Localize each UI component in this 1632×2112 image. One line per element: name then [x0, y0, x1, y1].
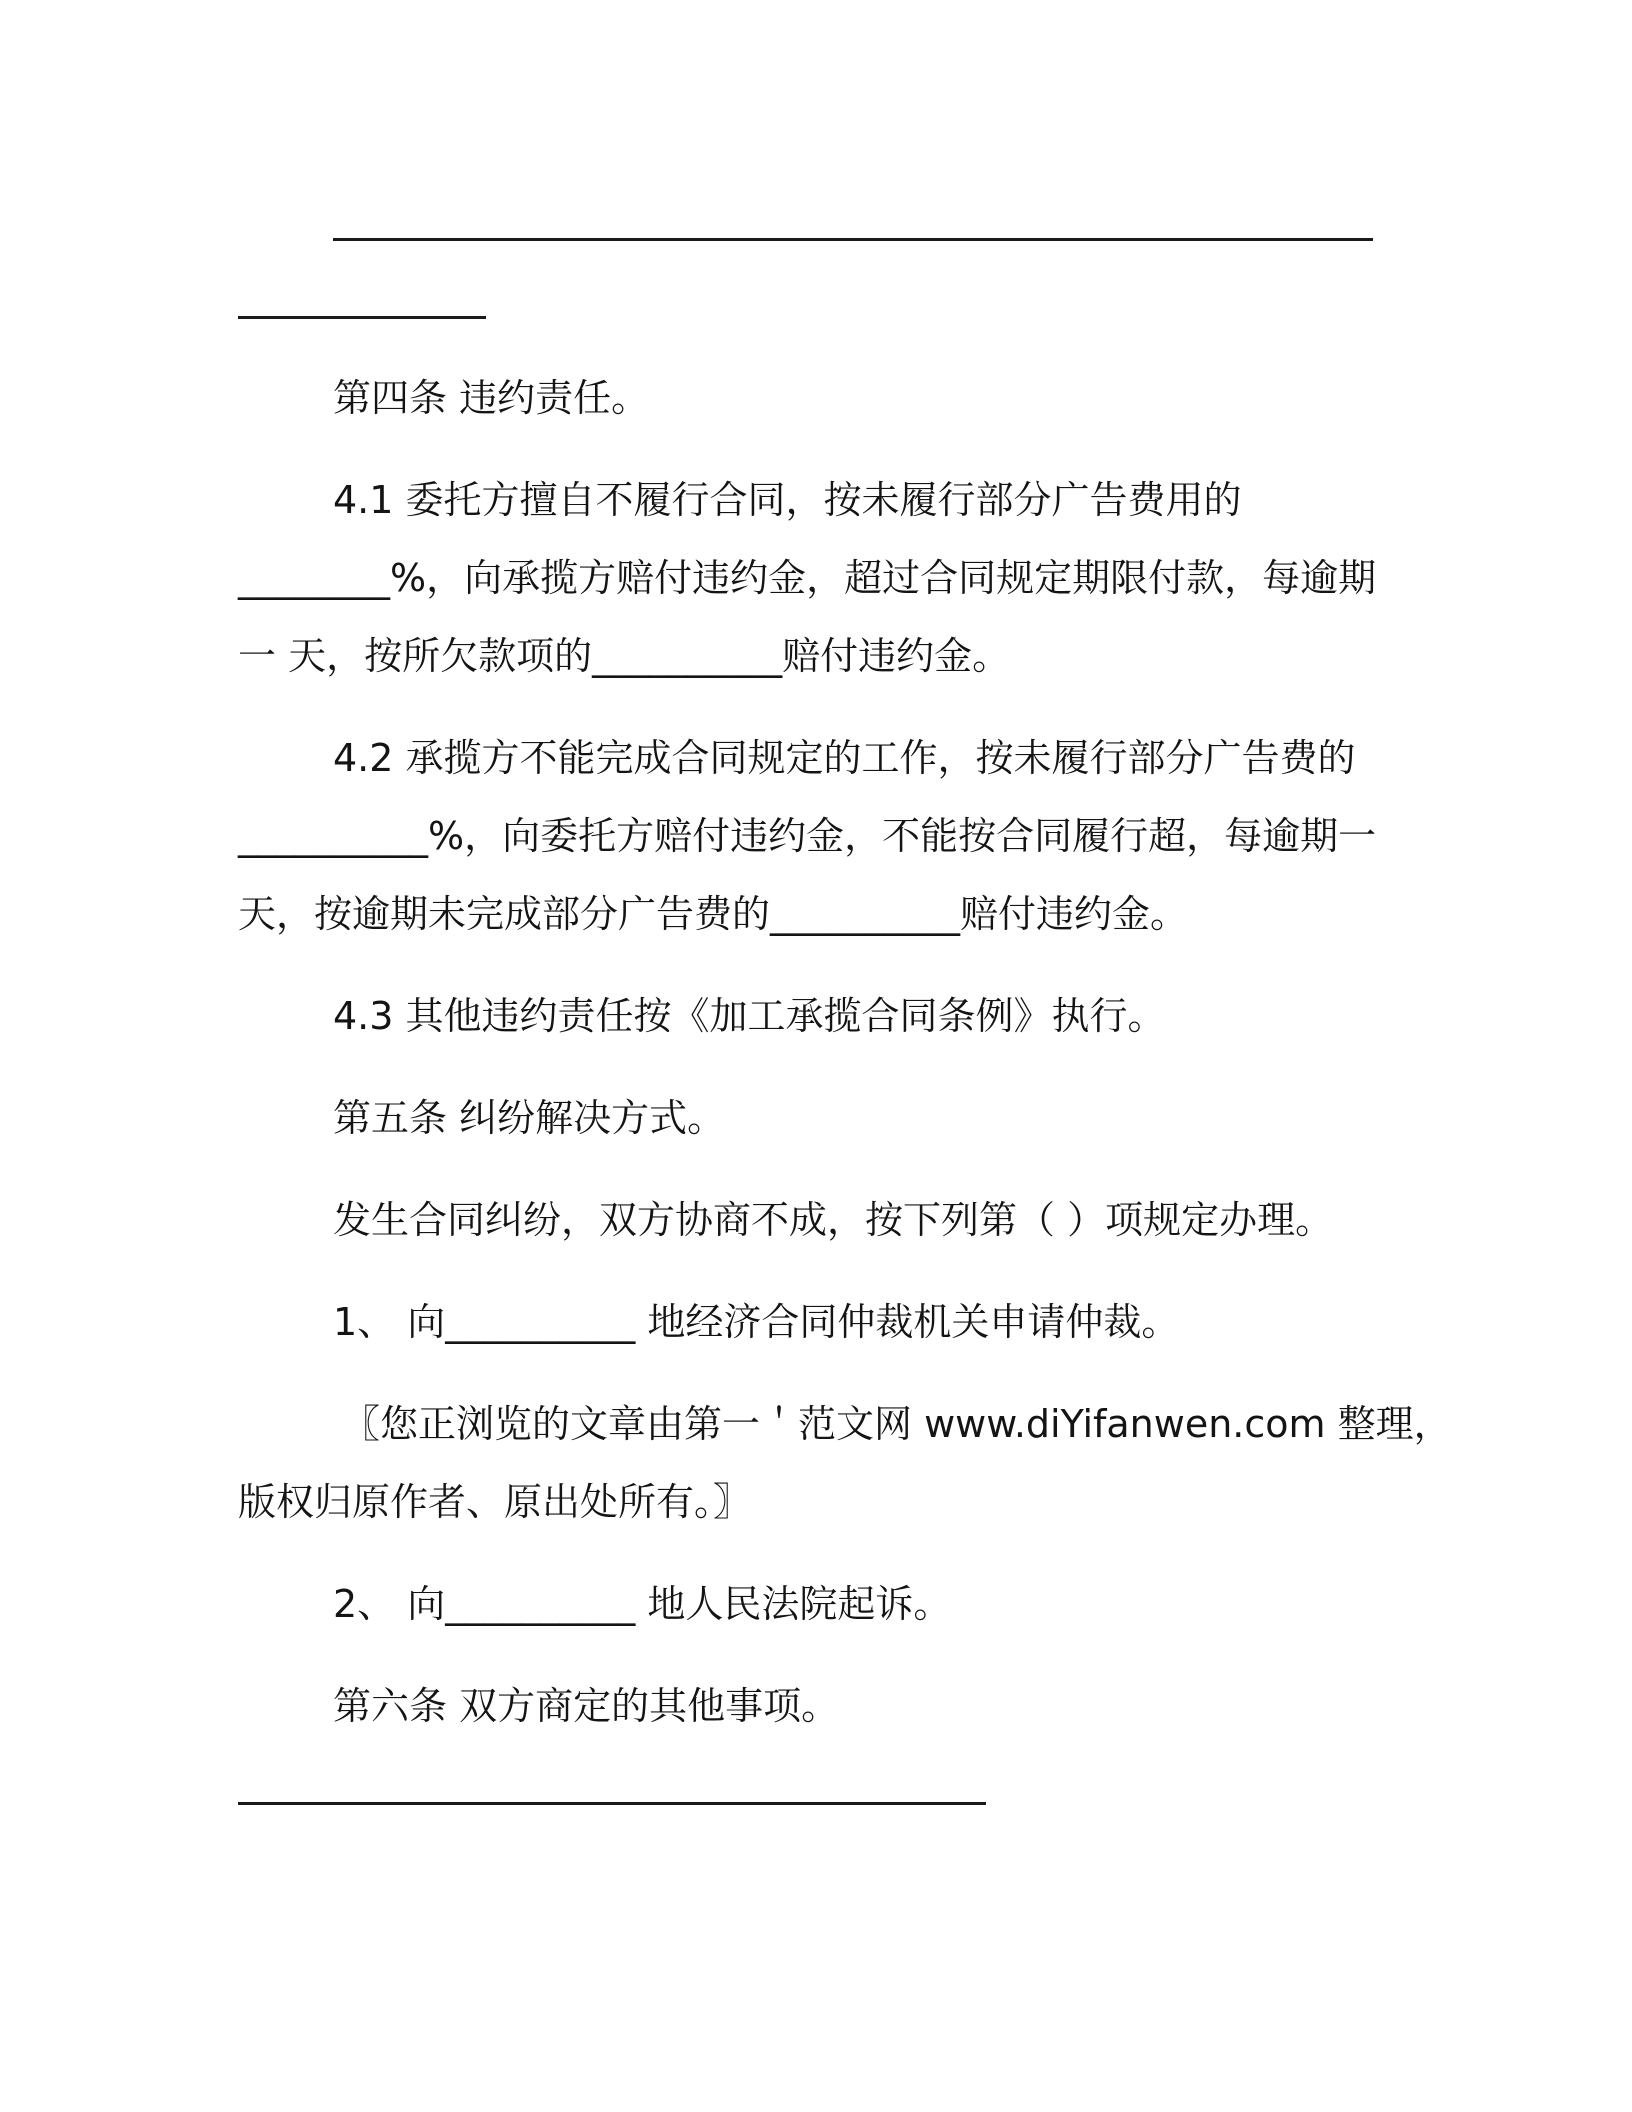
blank-line-bottom	[238, 1802, 986, 1805]
dispute-intro: 发生合同纠纷，双方协商不成，按下列第（ ）项规定办理。	[333, 1198, 1334, 1242]
article-6-heading: 第六条 双方商定的其他事项。	[333, 1684, 840, 1728]
article-5-heading: 第五条 纠纷解决方式。	[333, 1096, 726, 1140]
blank-line-top	[333, 238, 1373, 241]
option-2-court: 2、 向__________ 地人民法院起诉。	[333, 1582, 952, 1626]
clause-4-2-line-1: 4.2 承揽方不能完成合同规定的工作，按未履行部分广告费的	[333, 736, 1356, 780]
clause-4-2-line-2: __________%，向委托方赔付违约金，不能按合同履行超，每逾期一	[238, 814, 1377, 858]
clause-4-3: 4.3 其他违约责任按《加工承揽合同条例》执行。	[333, 994, 1166, 1038]
source-notice-line-1: 〖您正浏览的文章由第一＇范文网 www.diYifanwen.com 整理，	[342, 1402, 1452, 1446]
clause-4-2-line-3: 天，按逾期未完成部分广告费的__________赔付违约金。	[238, 892, 1189, 936]
blank-line-top-continued	[238, 316, 486, 319]
clause-4-1-line-3: 一 天，按所欠款项的__________赔付违约金。	[238, 634, 1011, 678]
clause-4-1-line-2: ________%，向承揽方赔付违约金，超过合同规定期限付款，每逾期	[238, 556, 1377, 600]
article-4-heading: 第四条 违约责任。	[333, 376, 650, 420]
source-notice-line-2: 版权归原作者、原出处所有。〗	[238, 1480, 752, 1524]
option-1-arbitration: 1、 向__________ 地经济合同仲裁机关申请仲裁。	[333, 1300, 1180, 1344]
clause-4-1-line-1: 4.1 委托方擅自不履行合同，按未履行部分广告费用的	[333, 478, 1242, 522]
